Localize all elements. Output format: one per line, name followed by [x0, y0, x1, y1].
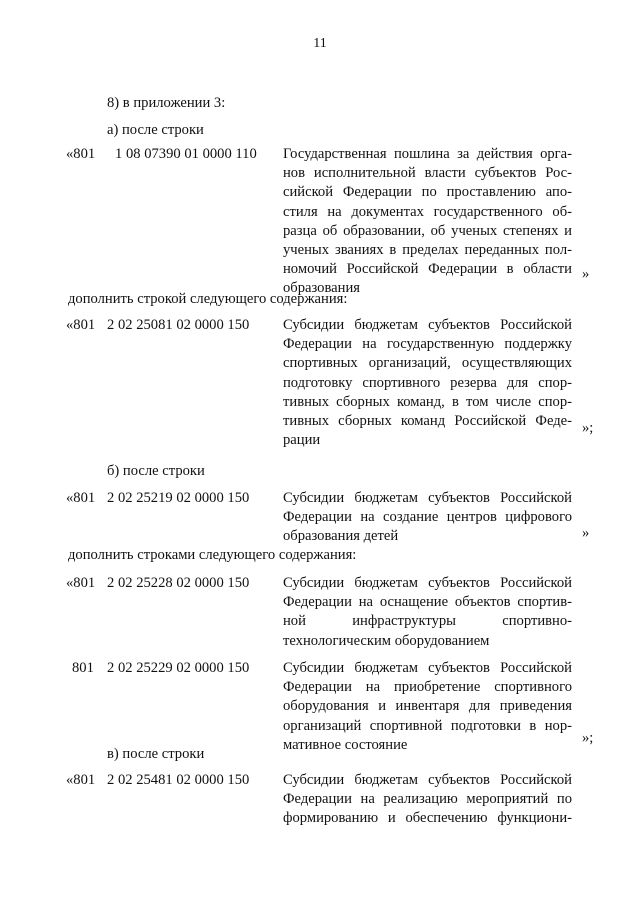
page-number: 11 [313, 36, 327, 51]
subitem-a-heading: а) после строки [107, 122, 204, 138]
closing-quote: »; [582, 420, 594, 436]
item-8-heading: 8) в приложении 3: [107, 95, 226, 111]
budget-code: 2 02 25228 02 0000 150 [107, 575, 250, 591]
admin-code: 801 [72, 660, 94, 676]
add-row-instruction: дополнить строкой следующего содержания: [68, 291, 348, 307]
row-description: Субсидии бюджетам субъектов Российской Федерации на оснащение объектов спортив- ной инфраструктуры спортивно- технологическим оборудованием [283, 575, 572, 649]
admin-code: «801 [66, 317, 96, 333]
budget-code: 1 08 07390 01 0000 110 [115, 146, 257, 162]
admin-code: «801 [66, 490, 96, 506]
row-description: Субсидии бюджетам субъектов Российской Федерации на государственную поддержку спортивных организаций, осуществляющих подготовку спортивного резерва для спор- тивных сборных команд, в том числе спор- тивных сборных команд Российской Феде- рации [283, 317, 572, 449]
add-rows-instruction: дополнить строками следующего содержания: [68, 547, 357, 563]
closing-quote: »; [582, 730, 594, 746]
budget-code: 2 02 25229 02 0000 150 [107, 660, 250, 676]
closing-quote: » [582, 266, 590, 282]
budget-code: 2 02 25219 02 0000 150 [107, 490, 250, 506]
row-description: Субсидии бюджетам субъектов Российской Федерации на реализацию мероприятий по формированию и обеспечению функциони- [283, 772, 572, 827]
admin-code: «801 [66, 146, 96, 162]
budget-code: 2 02 25481 02 0000 150 [107, 772, 250, 788]
admin-code: «801 [66, 575, 96, 591]
closing-quote: » [582, 525, 590, 541]
admin-code: «801 [66, 772, 96, 788]
row-description: Государственная пошлина за действия орга- нов исполнительной власти субъектов Рос- сийской Федерации по проставлению апо- стиля на документах государственного об- разца об образовании, об ученых степенях и ученых званиях в пределах переданных пол- номочий Российской Федерации в области образования [283, 146, 572, 297]
subitem-b-heading: б) после строки [107, 463, 205, 479]
subitem-v-heading: в) после строки [107, 746, 205, 762]
budget-code: 2 02 25081 02 0000 150 [107, 317, 250, 333]
row-description: Субсидии бюджетам субъектов Российской Федерации на создание центров цифрового образования детей [283, 490, 572, 545]
row-description: Субсидии бюджетам субъектов Российской Федерации на приобретение спортивного оборудования и инвентаря для приведения организаций спортивной подготовки в нор- мативное состояние [283, 660, 572, 753]
